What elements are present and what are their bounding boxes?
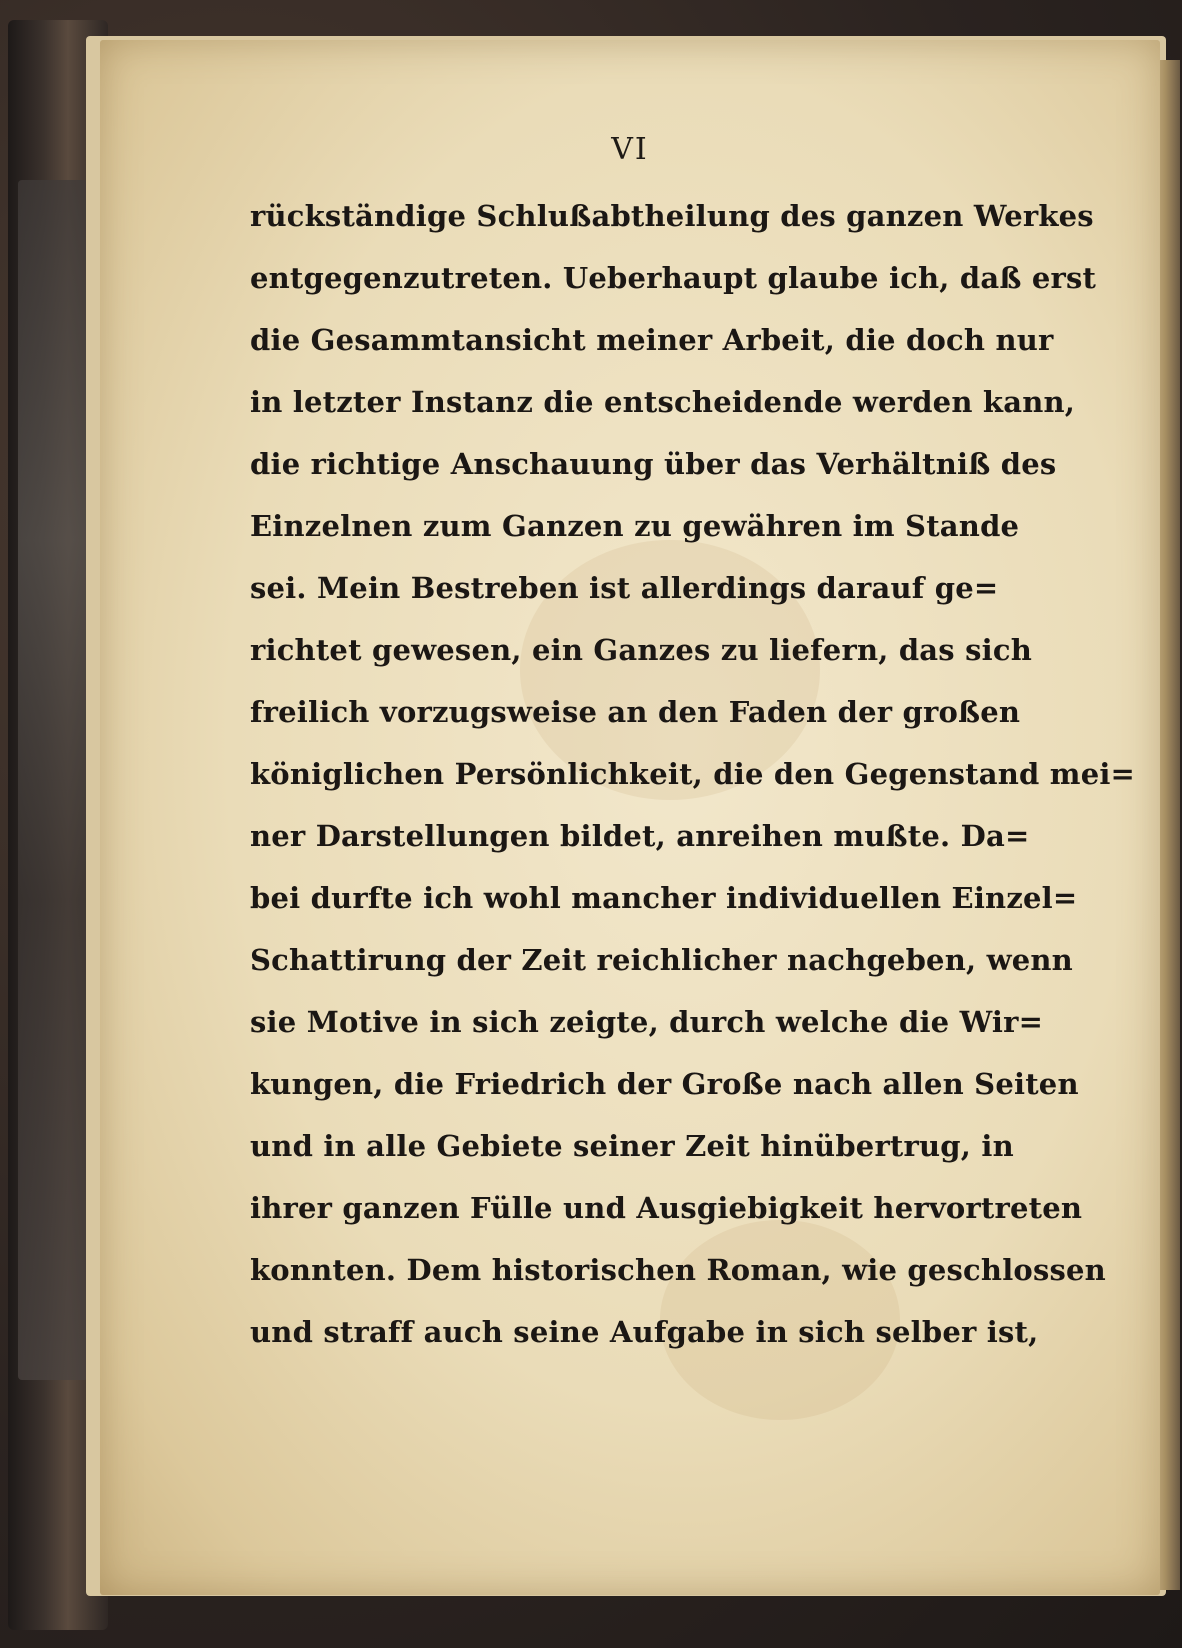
text-line: und in alle Gebiete seiner Zeit hinübertrug, in — [250, 1129, 1014, 1163]
text-line: konnten. Dem historischen Roman, wie geschlossen — [250, 1253, 1106, 1287]
text-line: entgegenzutreten. Ueberhaupt glaube ich, daß erst — [250, 261, 1097, 295]
text-line: richtet gewesen, ein Ganzes zu liefern, das sich — [250, 633, 1032, 667]
text-line: die richtige Anschauung über das Verhältniß des — [250, 447, 1057, 481]
text-line: bei durfte ich wohl mancher individuellen Einzel= — [250, 881, 1078, 915]
body-text — [250, 185, 1136, 1363]
text-line: sei. Mein Bestreben ist allerdings darauf ge= — [250, 571, 999, 605]
text-line: Schattirung der Zeit reichlicher nachgeben, wenn — [250, 943, 1073, 977]
page-number: VI — [611, 132, 649, 167]
text-line: die Gesammtansicht meiner Arbeit, die doch nur — [250, 323, 1054, 357]
text-line: freilich vorzugsweise an den Faden der großen — [250, 695, 1021, 729]
text-line: königlichen Persönlichkeit, die den Gegenstand mei= — [250, 757, 1136, 791]
text-line: Einzelnen zum Ganzen zu gewähren im Stande — [250, 509, 1020, 543]
text-line: ner Darstellungen bildet, anreihen mußte. Da= — [250, 819, 1030, 853]
leather-cover-patch — [18, 180, 88, 1380]
text-line: kungen, die Friedrich der Große nach allen Seiten — [250, 1067, 1079, 1101]
text-line: in letzter Instanz die entscheidende werden kann, — [250, 385, 1076, 419]
text-line: sie Motive in sich zeigte, durch welche die Wir= — [250, 1005, 1044, 1039]
book-page — [100, 40, 1160, 1595]
text-line: rückständige Schlußabtheilung des ganzen Werkes — [250, 199, 1094, 233]
text-line: und straff auch seine Aufgabe in sich selber ist, — [250, 1315, 1039, 1349]
text-line: ihrer ganzen Fülle und Ausgiebigkeit hervortreten — [250, 1191, 1083, 1225]
